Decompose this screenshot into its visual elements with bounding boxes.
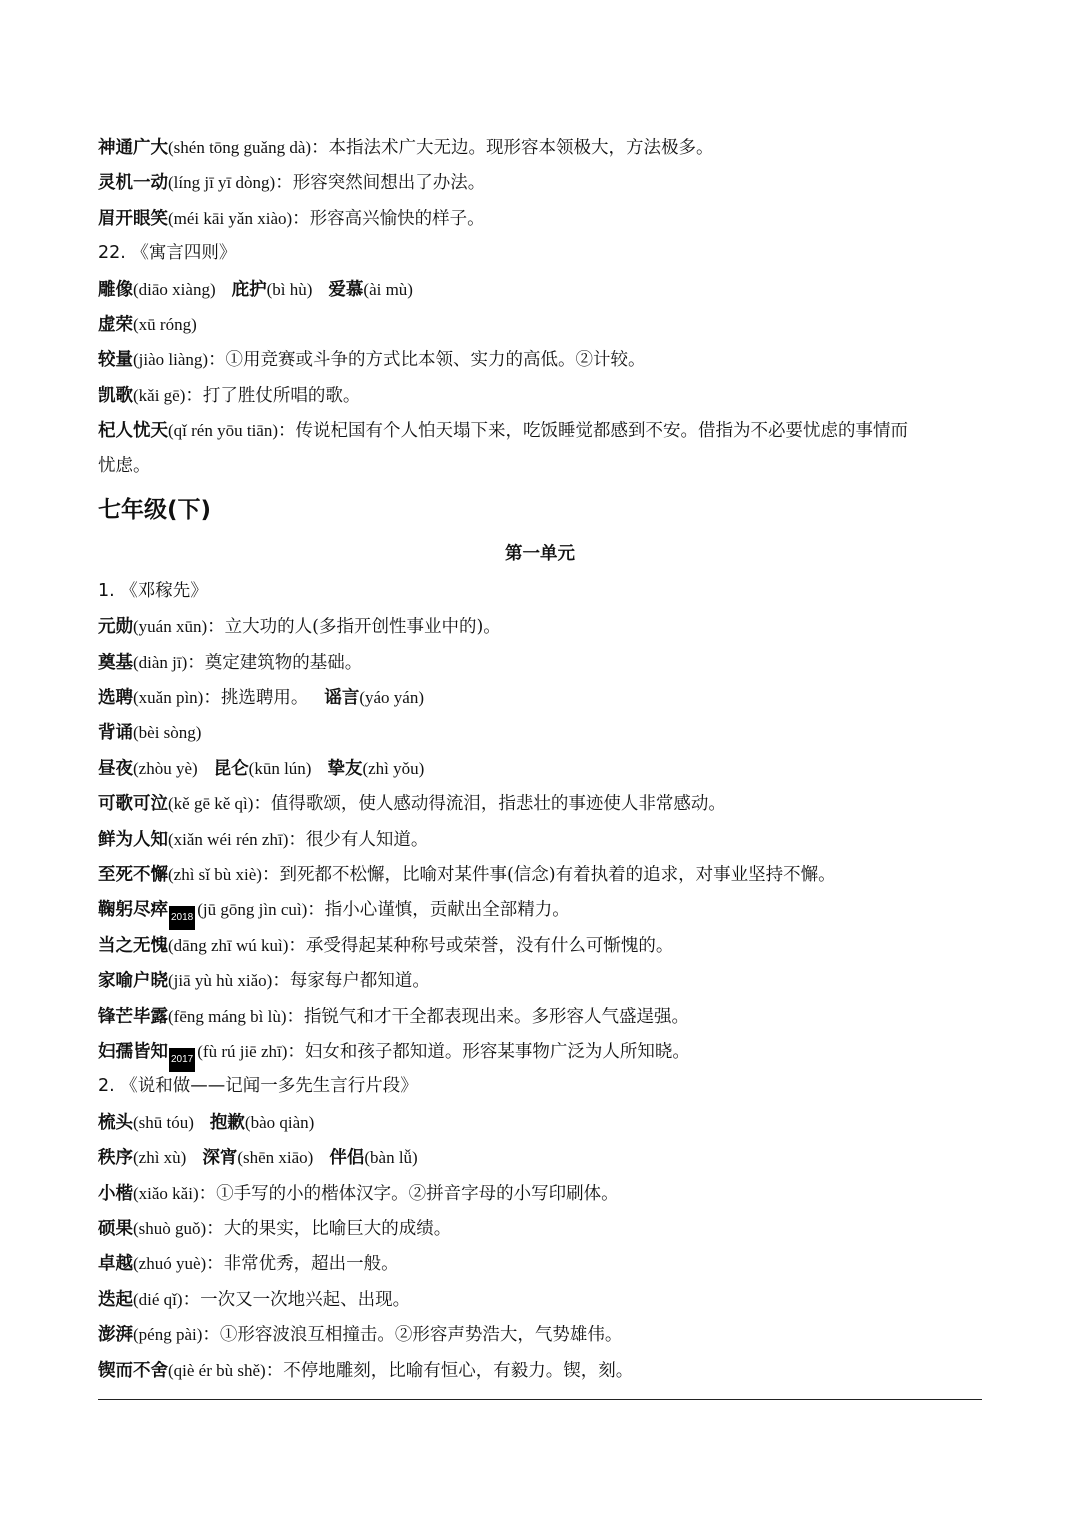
pinyin: (zhuó yuè) (133, 1254, 207, 1274)
lesson-title: 22. 《寓言四则》 (98, 243, 237, 264)
pinyin: (qiè ér bù shě) (168, 1360, 266, 1380)
pinyin: (zhì xù) (133, 1148, 187, 1168)
word-line (98, 1105, 982, 1140)
pinyin: (zhòu yè) (133, 758, 198, 778)
pinyin: (xū róng) (133, 314, 197, 334)
term: 澎湃 (98, 1325, 133, 1346)
pinyin: (péng pài) (133, 1325, 203, 1345)
pinyin: (diāo xiàng) (133, 279, 216, 299)
definition: ：大的果实，比喻巨大的成绩。 (206, 1218, 452, 1239)
entry-line (98, 999, 982, 1034)
term: 家喻户晓 (98, 971, 168, 992)
pinyin: (bì hù) (266, 279, 313, 299)
entry-line (98, 680, 982, 715)
entry-line (98, 786, 982, 821)
term: 虚荣 (98, 314, 133, 335)
pinyin: (jiào liàng) (133, 350, 209, 370)
entry-line (98, 1034, 982, 1069)
definition: ：承受得起某种称号或荣誉，没有什么可惭愧的。 (288, 935, 674, 956)
term: 梳头 (98, 1112, 133, 1133)
entry-line (98, 378, 982, 413)
pinyin: (jiā yù hù xiǎo) (168, 971, 273, 991)
term: 谣言 (324, 688, 360, 709)
term: 凯歌 (98, 385, 133, 406)
word-line (98, 1140, 982, 1175)
pinyin: (shuò guǒ) (133, 1218, 207, 1238)
term: 眉开眼笑 (98, 208, 168, 229)
term: 可歌可泣 (98, 794, 168, 815)
term: 昼夜 (98, 758, 133, 779)
term: 雕像 (98, 279, 133, 300)
entry-line (98, 201, 982, 236)
definition: ：值得歌颂，使人感动得流泪，指悲壮的事迹使人非常感动。 (253, 794, 726, 815)
entry-line (98, 645, 982, 680)
term: 鲜为人知 (98, 829, 168, 850)
term: 深宵 (202, 1148, 238, 1169)
definition: ：挑选聘用。 (203, 688, 309, 709)
pinyin: (dié qǐ) (133, 1289, 183, 1309)
pinyin: (dāng zhī wú kuì) (168, 935, 289, 955)
pinyin: (líng jī yī dòng) (168, 173, 276, 193)
entry-line (98, 1317, 982, 1352)
term: 卓越 (98, 1254, 133, 1275)
pinyin: (ài mù) (363, 279, 413, 299)
term: 伴侣 (329, 1148, 365, 1169)
word-line (98, 751, 982, 786)
pinyin: (yuán xūn) (133, 617, 208, 637)
grade-heading: 七年级(下) (98, 496, 212, 523)
pinyin: (xuǎn pìn) (133, 688, 204, 708)
term: 鞠躬尽瘁 (98, 900, 168, 921)
term: 妇孺皆知 (98, 1041, 168, 1062)
term: 锋芒毕露 (98, 1006, 168, 1027)
definition: ：非常优秀，超出一般。 (206, 1254, 399, 1275)
pinyin: (bèi sòng) (133, 723, 202, 743)
unit-heading: 第一单元 (505, 543, 575, 564)
term: 选聘 (98, 688, 133, 709)
entry-line (98, 822, 982, 857)
term: 锲而不舍 (98, 1360, 168, 1381)
definition: ：每家每户都知道。 (272, 971, 430, 992)
word-line (98, 307, 982, 342)
pinyin: (méi kāi yǎn xiào) (168, 208, 293, 228)
term: 小楷 (98, 1183, 133, 1204)
term: 爱慕 (328, 279, 364, 300)
exam-year-badge: 2017 (169, 1048, 195, 1072)
term: 硕果 (98, 1218, 133, 1239)
pinyin: (jū gōng jìn cuì) (197, 900, 308, 920)
lesson-title: 1. 《邓稼先》 (98, 580, 208, 601)
definition: ：形容突然间想出了办法。 (275, 173, 486, 194)
pinyin: (fù rú jiē zhī) (197, 1041, 288, 1061)
pinyin: (kǎi gē) (133, 385, 186, 405)
entry-line (98, 1176, 982, 1211)
pinyin: (zhì sǐ bù xiè) (168, 865, 262, 885)
definition: ：奠定建筑物的基础。 (187, 652, 363, 673)
definition: ：到死都不松懈，比喻对某件事(信念)有着执着的追求，对事业坚持不懈。 (261, 865, 836, 886)
pinyin: (kě gē kě qì) (168, 794, 254, 814)
pinyin: (shén tōng guǎng dà) (168, 138, 312, 157)
entry-continuation: 忧虑。 (98, 455, 151, 476)
word-line (98, 715, 982, 750)
entry-line (98, 130, 982, 165)
definition: ：形容高兴愉快的样子。 (292, 208, 485, 229)
definition: ：本指法术广大无边。现形容本领极大，方法极多。 (311, 138, 714, 158)
term: 庇护 (231, 279, 267, 300)
definition: ：①用竞赛或斗争的方式比本领、实力的高低。②计较。 (208, 350, 646, 371)
entry-line (98, 1211, 982, 1246)
pinyin: (shū tóu) (133, 1112, 194, 1132)
pinyin: (shēn xiāo) (237, 1148, 314, 1168)
pinyin: (yáo yán) (359, 688, 425, 708)
pinyin: (fēng máng bì lù) (168, 1006, 287, 1026)
term: 较量 (98, 350, 133, 371)
term: 昆仑 (213, 758, 249, 779)
definition: ：打了胜仗所唱的歌。 (185, 385, 361, 406)
entry-line (98, 1282, 982, 1317)
term: 灵机一动 (98, 173, 168, 194)
entry-line (98, 165, 982, 200)
word-line (98, 272, 982, 307)
pinyin: (bàn lǚ) (364, 1148, 418, 1168)
entry-line (98, 1246, 982, 1281)
term: 当之无愧 (98, 935, 168, 956)
term: 挚友 (327, 758, 363, 779)
entry-line (98, 609, 982, 644)
footer-divider (98, 1399, 982, 1400)
pinyin: (qǐ rén yōu tiān) (168, 421, 278, 441)
term: 抱歉 (209, 1112, 245, 1133)
definition: ：①手写的小的楷体汉字。②拼音字母的小写印刷体。 (198, 1183, 619, 1204)
pinyin: (xiǎo kǎi) (133, 1183, 199, 1203)
definition: ：指小心谨慎，贡献出全部精力。 (307, 900, 570, 921)
term: 至死不懈 (98, 865, 168, 886)
entry-line (98, 857, 982, 892)
document-page (98, 130, 982, 1388)
definition: ：一次又一次地兴起、出现。 (182, 1289, 411, 1310)
term: 杞人忧天 (98, 421, 168, 442)
term: 神通广大 (98, 138, 168, 158)
pinyin: (bào qiàn) (244, 1112, 315, 1132)
definition: ：很少有人知道。 (288, 829, 429, 850)
exam-year-badge: 2018 (169, 906, 195, 930)
term: 迭起 (98, 1289, 133, 1310)
entry-line (98, 928, 982, 963)
entry-line (98, 342, 982, 377)
term: 秩序 (98, 1148, 133, 1169)
definition: ：妇女和孩子都知道。形容某事物广泛为人所知晓。 (287, 1041, 690, 1062)
entry-line (98, 963, 982, 998)
definition: ：不停地雕刻，比喻有恒心，有毅力。锲，刻。 (265, 1360, 634, 1381)
pinyin: (zhì yǒu) (362, 758, 425, 778)
entry-line (98, 413, 982, 448)
term: 元勋 (98, 617, 133, 638)
definition: ：立大功的人(多指开创性事业中的)。 (207, 617, 501, 638)
pinyin: (xiǎn wéi rén zhī) (168, 829, 289, 849)
definition: ：传说杞国有个人怕天塌下来，吃饭睡觉都感到不安。借指为不必要忧虑的事情而 (278, 421, 908, 442)
definition: ：①形容波浪互相撞击。②形容声势浩大，气势雄伟。 (202, 1325, 623, 1346)
term: 奠基 (98, 652, 133, 673)
entry-line (98, 892, 982, 927)
lesson-title: 2. 《说和做——记闻一多先生言行片段》 (98, 1076, 418, 1097)
term: 背诵 (98, 723, 133, 744)
definition: ：指锐气和才干全都表现出来。多形容人气盛逞强。 (286, 1006, 689, 1027)
pinyin: (kūn lún) (248, 758, 312, 778)
pinyin: (diàn jī) (133, 652, 188, 672)
entry-line (98, 1353, 982, 1388)
